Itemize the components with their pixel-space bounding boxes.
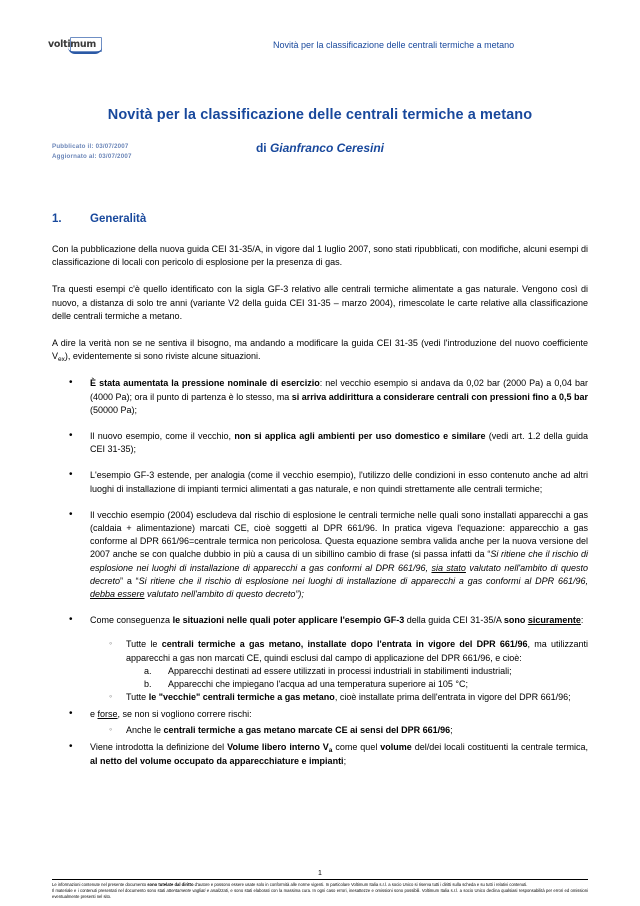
author-name: Gianfranco Ceresini xyxy=(269,141,385,155)
bullet5-sub-list xyxy=(90,638,588,704)
bullet6-text2: , se non si vogliono correre rischi: xyxy=(117,709,252,720)
footer-l1-b: d'autore e possono essere usate solo in conformità alle norme vigenti. In particolare Voltimum Italia s.r.l. a socio Unico si riserva tutti i diritti sulla scheda e su tutti i relativi contenuti. xyxy=(193,882,528,888)
bullet7-bold1: Volume libero interno V xyxy=(227,741,329,752)
list-item xyxy=(90,691,588,704)
running-header-title: Novità per la classificazione delle centrali termiche a metano xyxy=(273,40,515,50)
sub1-bold1: centrali termiche a gas metano, installate dopo l'entrata in vigore del DPR 661/96 xyxy=(161,639,528,650)
page-footer xyxy=(52,870,588,900)
bullet4-quote2-open: “ xyxy=(135,575,139,586)
bullet5-bold-underline: sicuramente xyxy=(527,615,581,626)
bullet1-bold2: si arriva addirittura a considerare centrali con pressioni fino a 0,5 bar xyxy=(291,391,588,402)
published-date: Pubblicato il: 03/07/2007 xyxy=(52,143,129,150)
bullet7-text3: del/dei locali costituenti la centrale termica, xyxy=(411,741,588,752)
paragraph-1: Con la pubblicazione della nuova guida CEI 31-35/A, in vigore dal 1 luglio 2007, sono stati ripubblicati, con modifiche, alcuni esempi di classificazione di locali con pericolo di esplosione per la presenza di gas. xyxy=(52,244,588,268)
changes-bullet-list xyxy=(52,377,588,768)
sub1-text1: Tutte le xyxy=(126,639,162,650)
bullet5-bold1: le situazioni nelle quali poter applicare l'esempio GF-3 xyxy=(172,615,405,626)
list-item xyxy=(52,509,588,601)
footer-l2-italic: attentamente vagliati e analizzati xyxy=(166,888,228,894)
list-item xyxy=(52,469,588,495)
bullet7-text4: ; xyxy=(343,756,347,767)
bullet5-bold2: sono xyxy=(503,615,528,626)
bullet4-text1: Il vecchio esempio (2004) escludeva dal rischio di esplosione le centrali termiche nelle quali sono installati apparecchi a gas (caldaia + alimentazione) marcati CE, cioè soggetti al DPR 661/96. In pratica vigeva l'equazione: apparecchio a gas conforme al DPR 661/96=centrale termica non pericolosa. Questa equazione sembra valida anche per la nuova versione del 2007 anche se con qualche dubbio in più a causa di un sibillino cambio di frase (si passa infatti da xyxy=(90,509,588,560)
bullet4-mid: a xyxy=(123,575,136,586)
section-number: 1. xyxy=(52,213,62,225)
sub3-bold1: centrali termiche a gas metano marcate CE ai sensi del DPR 661/96 xyxy=(163,724,451,735)
list-item xyxy=(52,614,588,704)
byline-row xyxy=(52,141,588,171)
list-item xyxy=(90,638,588,691)
list-item xyxy=(52,430,588,456)
bullet4-quote2-close: ”); xyxy=(295,589,304,600)
bullet1-bold1: È stata aumentata la pressione nominale di esercizio xyxy=(90,378,320,389)
paragraph-2: Tra questi esempi c'è quello identificato con la sigla GF-3 relativo alle centrali termiche alimentate a gas naturale. Vengono così di nuovo, a distanza di solo tre anni (variante V2 della guida CEI 31-35 – marzo 2004), rimescolate le carte relative alla classificazione delle centrali termiche a metano. xyxy=(52,284,588,321)
bullet4-quote1-close: ” xyxy=(120,575,124,586)
bullet3-text: L'esempio GF-3 estende, per analogia (come il vecchio esempio), l'utilizzo delle condizioni in esso contenuto anche ad altri luoghi di installazione di impianti termici alimentati a gas naturale, e non quindi strettamente alle centrali termiche; xyxy=(90,470,588,494)
volume-subscript: a xyxy=(328,746,333,754)
sub3-text1: Anche le xyxy=(126,724,164,735)
bullet5-text2: della guida CEI 31-35/A xyxy=(404,615,504,626)
footer-l2-b: , e sono stati elaborati con la massima cura. In ogni caso errori, inesattezze e omissioni sono possibili. Voltimum Italia s.r.l. a socio Unico declina qualsiasi responsabilità per errori ed omissioni eventualmente presenti nel sito. xyxy=(52,888,588,899)
bullet6-text1: e xyxy=(90,709,98,720)
list-item: Apparecchi destinati ad essere utilizzati in processi industriali in stabilimenti industriali; xyxy=(168,665,512,676)
bullet4-quote1-italic-a: Si ritiene che il rischio di esplosione nei luoghi di installazione di apparecchi a gas conformi al DPR 661/96, xyxy=(90,549,588,573)
list-item xyxy=(90,724,588,737)
bullet7-bold3: al netto del volume occupato da apparecchiature e impianti xyxy=(90,756,344,767)
logo-swish-shape xyxy=(68,47,102,54)
list-item xyxy=(52,741,588,768)
bullet5-text1: Come conseguenza xyxy=(90,615,173,626)
bullet2-text2: (vedi art. 1.2 della guida CEI 31-35); xyxy=(90,431,588,455)
sub2-text1: Tutte xyxy=(126,692,149,703)
logo-wordmark: voltimum xyxy=(48,39,96,50)
bullet4-quote1-open: “ xyxy=(487,549,491,560)
sub2-text2: , cioè installate prima dell'entrata in vigore del DPR 661/96; xyxy=(334,692,571,703)
sub1-text2: , ma utilizzanti apparecchi a gas non marcati CE, quindi esclusi dal campo di applicazione del DPR 661/96, e cioè: xyxy=(126,639,588,663)
footer-l1-a: Le informazioni contenute nel presente documento xyxy=(52,882,148,888)
bullet4-quote2-underline: debba essere xyxy=(90,589,145,600)
list-item xyxy=(52,708,588,736)
updated-date: Aggiornato al: 03/07/2007 xyxy=(52,152,132,160)
bullet4-quote2-italic-b: valutato nell'ambito di questo decreto xyxy=(144,589,296,600)
bullet2-text1: Il nuovo esempio, come il vecchio, xyxy=(90,431,235,442)
list-item: Apparecchi che impiegano l'acqua ad una temperatura superiore ai 105 °C; xyxy=(168,679,469,690)
sub2-bold1: le "vecchie" centrali termiche a gas metano xyxy=(148,692,335,703)
footer-disclaimer xyxy=(52,882,588,899)
bullet5-text3: : xyxy=(580,615,584,626)
sub3-text2: ; xyxy=(450,724,453,735)
bullet7-text1: Viene introdotta la definizione del xyxy=(90,741,228,752)
publication-dates xyxy=(52,142,132,161)
paragraph-3 xyxy=(52,337,588,364)
footer-l2-a: Il materiale e i contenuti presentati nel documento sono stati xyxy=(52,888,167,894)
coefficient-subscript: ex xyxy=(58,356,65,364)
byline-prefix: di xyxy=(255,141,270,155)
bullet4-quote1-underline: sia stato xyxy=(431,562,466,573)
paragraph-3-part1: A dire la verità non se ne sentiva il bisogno, ma andando a modificare la guida CEI 31-35 (vedi l'introduzione del nuovo coefficiente V xyxy=(52,338,588,362)
bullet1-text2: (50000 Pa); xyxy=(90,404,138,415)
section-title: Generalità xyxy=(90,213,147,225)
page-number: 1 xyxy=(318,870,322,878)
page-header xyxy=(48,0,588,68)
footer-divider xyxy=(52,879,588,880)
bullet4-quote2-italic-a: Si ritiene che il rischio di esplosione nei luoghi di installazione di apparecchi a gas conformi al DPR 661/96, xyxy=(138,575,588,586)
bullet2-bold1: non si applica agli ambienti per uso domestico e similare xyxy=(234,431,486,442)
document-title: Novità per la classificazione delle centrali termiche a metano xyxy=(107,107,533,123)
bullet4-quote1-italic-b: valutato nell'ambito di questo decreto xyxy=(90,562,589,586)
sub1-alpha-list xyxy=(126,665,588,691)
bullet7-text2: come quel xyxy=(332,741,381,752)
footer-line-2 xyxy=(52,888,588,899)
section-heading-1 xyxy=(52,213,588,225)
voltimum-logo xyxy=(48,38,110,54)
bullet6-underline: forse xyxy=(97,709,118,720)
bullet1-text1: : nel vecchio esempio si andava da 0,02 bar (2000 Pa) a 0,04 bar (4000 Pa); ora il punto di partenza è lo stesso, ma xyxy=(90,378,588,402)
footer-l1-bold: sono tutelate dal diritto xyxy=(147,882,194,888)
bullet6-sub-list xyxy=(90,724,588,737)
author-byline xyxy=(52,141,588,155)
paragraph-3-part2: ), evidentemente si sono riviste alcune situazioni. xyxy=(64,351,261,362)
footer-line-1 xyxy=(52,882,588,888)
bullet7-bold2: volume xyxy=(380,741,412,752)
list-item xyxy=(52,377,588,417)
